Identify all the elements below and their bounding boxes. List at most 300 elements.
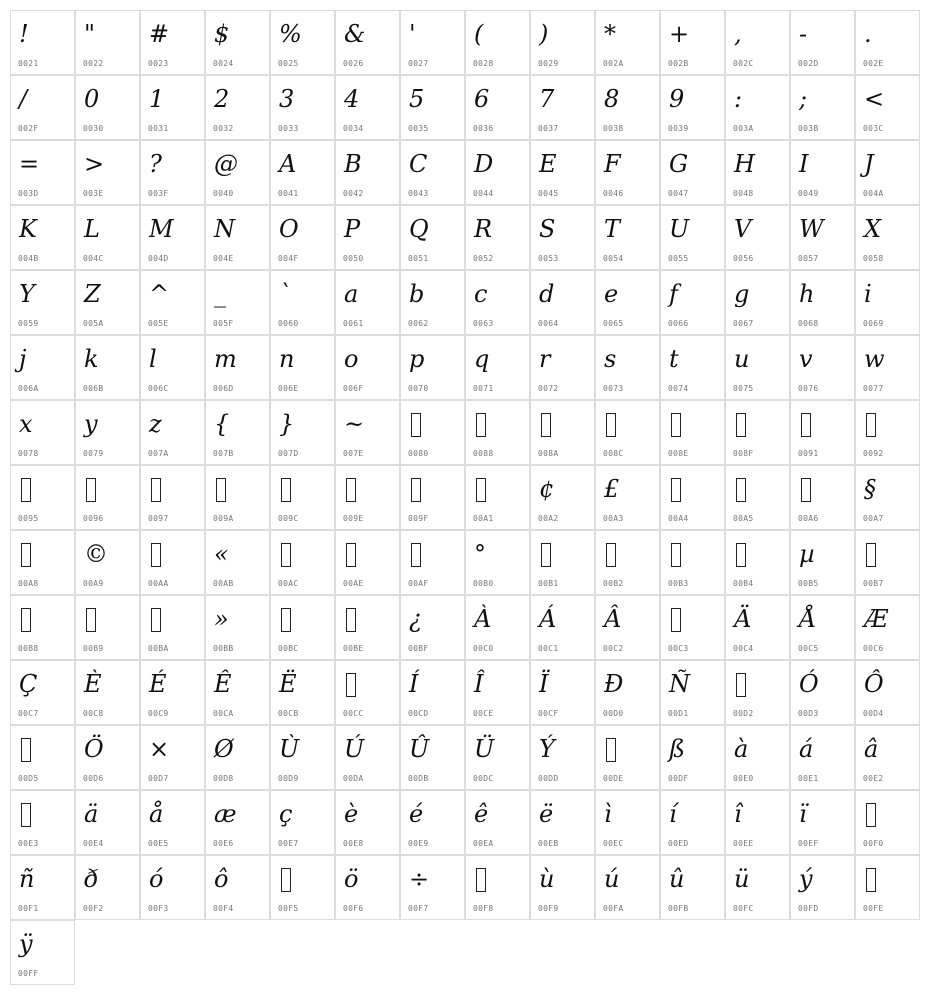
codepoint-label: 00B7	[863, 579, 884, 588]
glyph-cell	[140, 595, 205, 660]
glyph-cell	[530, 75, 595, 140]
glyph-cell	[660, 10, 725, 75]
glyph-cell	[400, 140, 465, 205]
glyph-cell	[660, 465, 725, 530]
codepoint-label: 00A5	[733, 514, 754, 523]
codepoint-label: 0074	[668, 384, 689, 393]
glyph-sample: Ü	[474, 735, 495, 763]
codepoint-label: 00B1	[538, 579, 559, 588]
glyph-sample: `	[279, 280, 291, 308]
codepoint-label: 009C	[278, 514, 299, 523]
glyph-cell	[530, 335, 595, 400]
codepoint-label: 007D	[278, 449, 299, 458]
glyph-cell	[725, 205, 790, 270]
glyph-cell	[140, 205, 205, 270]
glyph-sample: ;	[799, 85, 808, 113]
glyph-cell	[205, 595, 270, 660]
codepoint-label: 0063	[473, 319, 494, 328]
codepoint-label: 0054	[603, 254, 624, 263]
codepoint-label: 00CC	[343, 709, 364, 718]
missing-glyph-box	[671, 608, 681, 632]
glyph-sample: é	[409, 800, 424, 828]
glyph-sample: æ	[214, 800, 237, 828]
glyph-cell	[660, 530, 725, 595]
glyph-sample: U	[669, 215, 690, 243]
glyph-sample: K	[19, 215, 37, 243]
codepoint-label: 00D0	[603, 709, 624, 718]
missing-glyph-box	[606, 413, 616, 437]
codepoint-label: 00AA	[148, 579, 169, 588]
codepoint-label: 00D9	[278, 774, 299, 783]
glyph-cell	[790, 595, 855, 660]
glyph-cell	[335, 205, 400, 270]
glyph-sample: "	[84, 20, 96, 48]
glyph-sample: T	[604, 215, 621, 243]
missing-glyph-box	[866, 868, 876, 892]
glyph-sample: m	[214, 345, 237, 373]
glyph-cell	[855, 660, 920, 725]
glyph-sample: ö	[344, 865, 359, 893]
codepoint-label: 00AC	[278, 579, 299, 588]
codepoint-label: 0042	[343, 189, 364, 198]
codepoint-label: 00EF	[798, 839, 819, 848]
glyph-sample: Û	[409, 735, 430, 763]
glyph-sample: 6	[474, 85, 490, 113]
codepoint-label: 00E2	[863, 774, 884, 783]
glyph-cell	[10, 920, 75, 985]
codepoint-label: 00F9	[538, 904, 559, 913]
glyph-cell	[790, 140, 855, 205]
glyph-cell	[335, 660, 400, 725]
codepoint-label: 00FC	[733, 904, 754, 913]
codepoint-label: 00C3	[668, 644, 689, 653]
glyph-cell	[855, 335, 920, 400]
codepoint-label: 002D	[798, 59, 819, 68]
glyph-sample: u	[734, 345, 750, 373]
codepoint-label: 00AE	[343, 579, 364, 588]
missing-glyph-box	[736, 413, 746, 437]
codepoint-label: 008F	[733, 449, 754, 458]
codepoint-label: 00D8	[213, 774, 234, 783]
glyph-sample: _	[214, 280, 226, 308]
glyph-sample: ?	[149, 150, 162, 178]
glyph-cell	[205, 725, 270, 790]
glyph-sample: Z	[84, 280, 101, 308]
codepoint-label: 0028	[473, 59, 494, 68]
codepoint-label: 00BE	[343, 644, 364, 653]
codepoint-label: 00A7	[863, 514, 884, 523]
codepoint-label: 0068	[798, 319, 819, 328]
codepoint-label: 0045	[538, 189, 559, 198]
glyph-cell	[10, 465, 75, 530]
glyph-sample: Đ	[604, 670, 624, 698]
missing-glyph-box	[866, 803, 876, 827]
glyph-cell	[140, 530, 205, 595]
codepoint-label: 0041	[278, 189, 299, 198]
glyph-sample: J	[864, 150, 874, 178]
codepoint-label: 00F6	[343, 904, 364, 913]
glyph-cell	[205, 855, 270, 920]
codepoint-label: 00B8	[18, 644, 39, 653]
codepoint-label: 0088	[473, 449, 494, 458]
glyph-cell	[335, 400, 400, 465]
codepoint-label: 00F2	[83, 904, 104, 913]
missing-glyph-box	[216, 478, 226, 502]
glyph-sample: A	[279, 150, 297, 178]
codepoint-label: 002F	[18, 124, 39, 133]
codepoint-label: 004C	[83, 254, 104, 263]
glyph-cell	[725, 140, 790, 205]
codepoint-label: 00D2	[733, 709, 754, 718]
glyph-sample: k	[84, 345, 99, 373]
glyph-cell	[335, 140, 400, 205]
codepoint-label: 0039	[668, 124, 689, 133]
glyph-sample: p	[409, 345, 425, 373]
codepoint-label: 009A	[213, 514, 234, 523]
codepoint-label: 002A	[603, 59, 624, 68]
missing-glyph-box	[476, 868, 486, 892]
glyph-cell	[855, 400, 920, 465]
glyph-sample: D	[474, 150, 494, 178]
glyph-cell	[270, 465, 335, 530]
glyph-cell	[530, 660, 595, 725]
glyph-cell	[855, 270, 920, 335]
codepoint-label: 003A	[733, 124, 754, 133]
codepoint-label: 00C4	[733, 644, 754, 653]
codepoint-label: 004B	[18, 254, 39, 263]
glyph-cell	[465, 270, 530, 335]
glyph-cell	[205, 140, 270, 205]
glyph-cell	[790, 270, 855, 335]
glyph-cell	[140, 790, 205, 855]
glyph-sample: 2	[214, 85, 230, 113]
codepoint-label: 00DF	[668, 774, 689, 783]
codepoint-label: 0057	[798, 254, 819, 263]
codepoint-label: 00C1	[538, 644, 559, 653]
glyph-sample: H	[734, 150, 755, 178]
missing-glyph-box	[346, 608, 356, 632]
glyph-cell	[270, 270, 335, 335]
codepoint-label: 0037	[538, 124, 559, 133]
glyph-sample: É	[149, 670, 167, 698]
glyph-sample: Â	[604, 605, 622, 633]
glyph-cell	[140, 855, 205, 920]
glyph-sample: »	[214, 605, 229, 633]
codepoint-label: 00F7	[408, 904, 429, 913]
codepoint-label: 00D5	[18, 774, 39, 783]
missing-glyph-box	[21, 478, 31, 502]
glyph-sample: q	[474, 345, 490, 373]
glyph-cell	[725, 335, 790, 400]
glyph-sample: û	[669, 865, 685, 893]
glyph-sample: I	[799, 150, 809, 178]
codepoint-label: 004F	[278, 254, 299, 263]
codepoint-label: 00D7	[148, 774, 169, 783]
codepoint-label: 006F	[343, 384, 364, 393]
glyph-sample: e	[604, 280, 619, 308]
glyph-cell	[75, 140, 140, 205]
glyph-cell	[790, 725, 855, 790]
glyph-cell	[790, 790, 855, 855]
codepoint-label: 00E5	[148, 839, 169, 848]
codepoint-label: 00C5	[798, 644, 819, 653]
glyph-sample: Ë	[279, 670, 297, 698]
glyph-sample: !	[19, 20, 29, 48]
codepoint-label: 0092	[863, 449, 884, 458]
codepoint-label: 0026	[343, 59, 364, 68]
codepoint-label: 00E1	[798, 774, 819, 783]
codepoint-label: 0091	[798, 449, 819, 458]
codepoint-label: 0053	[538, 254, 559, 263]
glyph-cell	[400, 660, 465, 725]
glyph-cell	[855, 75, 920, 140]
glyph-sample: E	[539, 150, 557, 178]
glyph-sample: }	[279, 410, 295, 438]
codepoint-label: 00F3	[148, 904, 169, 913]
glyph-sample: ï	[799, 800, 807, 828]
glyph-sample: t	[669, 345, 679, 373]
glyph-cell	[465, 530, 530, 595]
glyph-sample: s	[604, 345, 617, 373]
glyph-cell	[530, 205, 595, 270]
glyph-cell	[855, 790, 920, 855]
glyph-cell	[725, 660, 790, 725]
glyph-cell	[75, 530, 140, 595]
glyph-cell	[530, 465, 595, 530]
codepoint-label: 0059	[18, 319, 39, 328]
codepoint-label: 00B4	[733, 579, 754, 588]
codepoint-label: 004D	[148, 254, 169, 263]
glyph-cell	[530, 725, 595, 790]
glyph-sample: d	[539, 280, 555, 308]
glyph-cell	[595, 270, 660, 335]
glyph-cell	[75, 725, 140, 790]
codepoint-label: 00A9	[83, 579, 104, 588]
glyph-sample: Ý	[539, 735, 555, 763]
glyph-cell	[75, 335, 140, 400]
glyph-sample: *	[604, 20, 616, 48]
glyph-sample: ß	[669, 735, 686, 763]
glyph-sample: +	[669, 20, 690, 48]
glyph-sample: ç	[279, 800, 293, 828]
glyph-cell	[270, 790, 335, 855]
glyph-cell	[465, 465, 530, 530]
glyph-cell	[855, 595, 920, 660]
codepoint-label: 00CF	[538, 709, 559, 718]
glyph-cell	[660, 725, 725, 790]
codepoint-label: 00F1	[18, 904, 39, 913]
missing-glyph-box	[606, 738, 616, 762]
glyph-cell	[10, 140, 75, 205]
codepoint-label: 0022	[83, 59, 104, 68]
codepoint-label: 00CE	[473, 709, 494, 718]
missing-glyph-box	[21, 608, 31, 632]
codepoint-label: 00E0	[733, 774, 754, 783]
missing-glyph-box	[346, 478, 356, 502]
glyph-sample: &	[344, 20, 366, 48]
glyph-cell	[140, 10, 205, 75]
codepoint-label: 00A6	[798, 514, 819, 523]
codepoint-label: 0047	[668, 189, 689, 198]
glyph-cell	[660, 400, 725, 465]
codepoint-label: 0029	[538, 59, 559, 68]
glyph-sample: â	[864, 735, 879, 763]
codepoint-label: 008E	[668, 449, 689, 458]
glyph-cell	[660, 270, 725, 335]
glyph-sample: £	[604, 475, 620, 503]
glyph-cell	[75, 595, 140, 660]
glyph-cell	[10, 790, 75, 855]
glyph-sample: <	[864, 85, 885, 113]
glyph-cell	[75, 790, 140, 855]
codepoint-label: 0070	[408, 384, 429, 393]
codepoint-label: 0032	[213, 124, 234, 133]
glyph-sample: 1	[149, 85, 165, 113]
codepoint-label: 00A1	[473, 514, 494, 523]
glyph-cell	[465, 595, 530, 660]
glyph-sample: ÿ	[19, 930, 33, 958]
glyph-sample: Ï	[539, 670, 549, 698]
glyph-sample: î	[734, 800, 742, 828]
glyph-cell	[595, 855, 660, 920]
glyph-sample: ð	[84, 865, 99, 893]
codepoint-label: 0033	[278, 124, 299, 133]
glyph-sample: Ö	[84, 735, 104, 763]
glyph-sample: z	[149, 410, 162, 438]
codepoint-label: 0061	[343, 319, 364, 328]
glyph-cell	[335, 10, 400, 75]
codepoint-label: 00B5	[798, 579, 819, 588]
glyph-sample: %	[279, 20, 302, 48]
codepoint-label: 00B2	[603, 579, 624, 588]
glyph-cell	[595, 660, 660, 725]
glyph-sample: #	[149, 20, 170, 48]
codepoint-label: 0064	[538, 319, 559, 328]
glyph-sample: 4	[344, 85, 360, 113]
codepoint-label: 00CB	[278, 709, 299, 718]
codepoint-label: 00C2	[603, 644, 624, 653]
glyph-sample: G	[669, 150, 689, 178]
glyph-cell	[530, 855, 595, 920]
glyph-cell	[660, 75, 725, 140]
codepoint-label: 00A2	[538, 514, 559, 523]
codepoint-label: 00F4	[213, 904, 234, 913]
missing-glyph-box	[736, 543, 746, 567]
codepoint-label: 00E8	[343, 839, 364, 848]
glyph-sample: ý	[799, 865, 813, 893]
codepoint-label: 005F	[213, 319, 234, 328]
glyph-cell	[270, 530, 335, 595]
glyph-cell	[205, 465, 270, 530]
codepoint-label: 009F	[408, 514, 429, 523]
glyph-sample: .	[864, 20, 872, 48]
glyph-sample: /	[19, 85, 28, 113]
codepoint-label: 0076	[798, 384, 819, 393]
glyph-cell	[725, 270, 790, 335]
glyph-cell	[660, 855, 725, 920]
codepoint-label: 004E	[213, 254, 234, 263]
codepoint-label: 00FE	[863, 904, 884, 913]
codepoint-label: 007B	[213, 449, 234, 458]
missing-glyph-box	[86, 478, 96, 502]
codepoint-label: 0077	[863, 384, 884, 393]
codepoint-label: 00DE	[603, 774, 624, 783]
glyph-cell	[400, 75, 465, 140]
missing-glyph-box	[346, 673, 356, 697]
glyph-sample: Ä	[734, 605, 752, 633]
glyph-cell	[465, 10, 530, 75]
missing-glyph-box	[671, 478, 681, 502]
glyph-cell	[270, 660, 335, 725]
glyph-cell	[530, 595, 595, 660]
glyph-sample: M	[149, 215, 174, 243]
codepoint-label: 0096	[83, 514, 104, 523]
codepoint-label: 0038	[603, 124, 624, 133]
glyph-cell	[205, 75, 270, 140]
glyph-sample: ~	[344, 410, 365, 438]
glyph-sample: µ	[799, 540, 815, 568]
missing-glyph-box	[736, 673, 746, 697]
glyph-cell	[10, 530, 75, 595]
codepoint-label: 008C	[603, 449, 624, 458]
glyph-cell	[205, 660, 270, 725]
glyph-sample: Ê	[214, 670, 232, 698]
codepoint-label: 00EA	[473, 839, 494, 848]
glyph-cell	[140, 400, 205, 465]
glyph-sample: Æ	[864, 605, 889, 633]
missing-glyph-box	[541, 543, 551, 567]
codepoint-label: 0073	[603, 384, 624, 393]
glyph-sample: N	[214, 215, 235, 243]
glyph-cell	[335, 75, 400, 140]
codepoint-label: 0075	[733, 384, 754, 393]
codepoint-label: 00A8	[18, 579, 39, 588]
glyph-cell	[855, 725, 920, 790]
codepoint-label: 00D3	[798, 709, 819, 718]
glyph-sample: ù	[539, 865, 555, 893]
codepoint-label: 00EB	[538, 839, 559, 848]
codepoint-label: 0050	[343, 254, 364, 263]
codepoint-label: 0034	[343, 124, 364, 133]
missing-glyph-box	[671, 543, 681, 567]
glyph-sample: Y	[19, 280, 35, 308]
codepoint-label: 006D	[213, 384, 234, 393]
glyph-sample: ä	[84, 800, 99, 828]
codepoint-label: 0067	[733, 319, 754, 328]
glyph-cell	[270, 75, 335, 140]
missing-glyph-box	[151, 543, 161, 567]
glyph-sample: f	[669, 280, 678, 308]
glyph-cell	[595, 10, 660, 75]
glyph-cell	[465, 140, 530, 205]
glyph-sample: Ç	[19, 670, 38, 698]
glyph-sample: 5	[409, 85, 425, 113]
glyph-sample: '	[409, 20, 416, 48]
glyph-sample: 8	[604, 85, 620, 113]
glyph-cell	[10, 205, 75, 270]
codepoint-label: 00B3	[668, 579, 689, 588]
glyph-cell	[400, 725, 465, 790]
glyph-cell	[10, 10, 75, 75]
glyph-cell	[10, 270, 75, 335]
glyph-cell	[205, 335, 270, 400]
glyph-cell	[205, 400, 270, 465]
glyph-sample: È	[84, 670, 102, 698]
glyph-cell	[725, 10, 790, 75]
glyph-sample: Ø	[214, 735, 234, 763]
glyph-cell	[75, 270, 140, 335]
glyph-sample: w	[864, 345, 885, 373]
